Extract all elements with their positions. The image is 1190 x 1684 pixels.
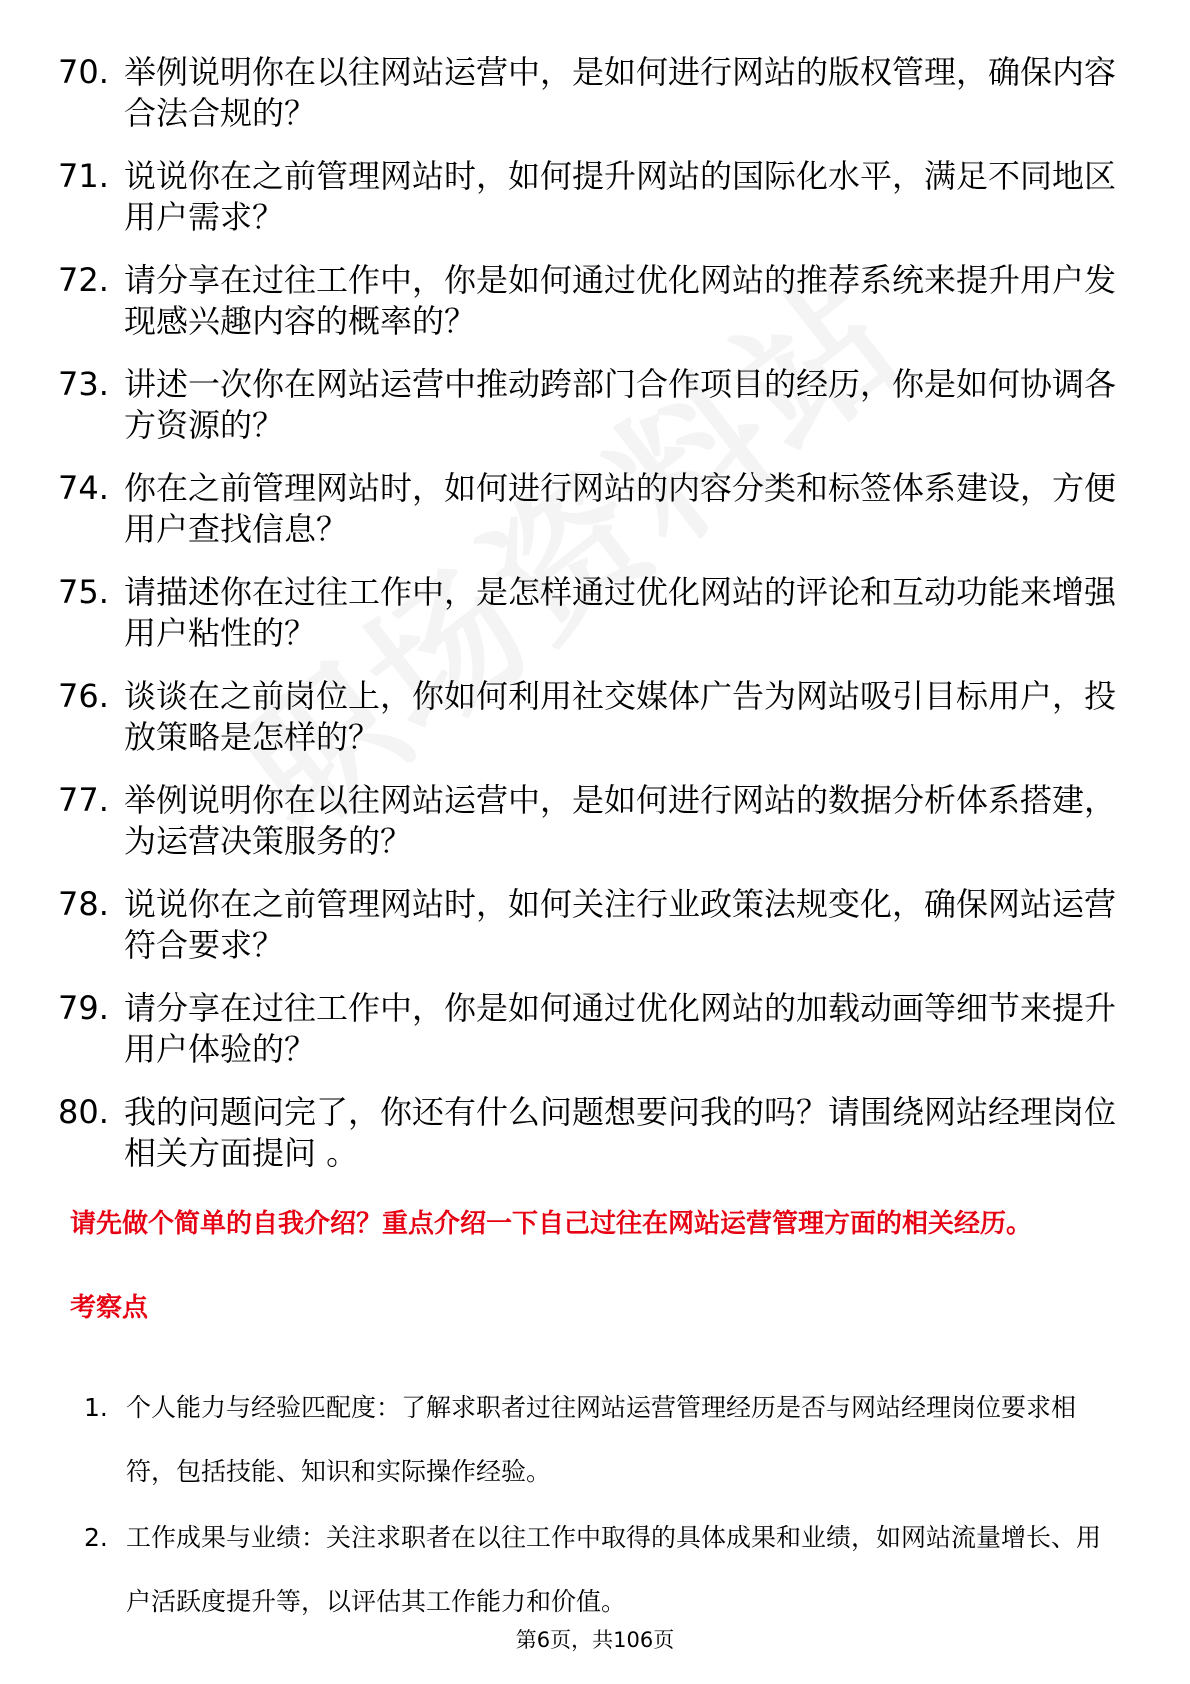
question-number: 74. [58, 469, 109, 507]
assessment-points-list [84, 1376, 1124, 1636]
question-list [58, 52, 1118, 1196]
question-number: 70. [58, 53, 109, 91]
question-item [58, 52, 1118, 134]
question-item [58, 676, 1118, 758]
question-item [58, 468, 1118, 550]
question-number: 80. [58, 1093, 109, 1131]
assessment-point [84, 1506, 1124, 1634]
question-number: 77. [58, 781, 109, 819]
question-number: 76. [58, 677, 109, 715]
question-text: 请描述你在过往工作中，是怎样通过优化网站的评论和互动功能来增强用户粘性的？ [124, 573, 1117, 652]
question-item [58, 260, 1118, 342]
question-text: 请分享在过往工作中，你是如何通过优化网站的推荐系统来提升用户发现感兴趣内容的概率的？ [124, 261, 1117, 340]
question-number: 71. [58, 157, 109, 195]
question-item [58, 884, 1118, 966]
question-number: 75. [58, 573, 109, 611]
page-footer: 第6页，共106页 [515, 1628, 675, 1652]
question-text: 请分享在过往工作中，你是如何通过优化网站的加载动画等细节来提升用户体验的？ [124, 989, 1117, 1068]
featured-question: 请先做个简单的自我介绍？重点介绍一下自己过往在网站运营管理方面的相关经历。 [70, 1209, 1033, 1239]
assessment-point [84, 1376, 1124, 1504]
question-item [58, 780, 1118, 862]
question-text: 你在之前管理网站时，如何进行网站的内容分类和标签体系建设，方便用户查找信息？ [124, 469, 1117, 548]
question-item [58, 364, 1118, 446]
question-text: 举例说明你在以往网站运营中，是如何进行网站的数据分析体系搭建，为运营决策服务的？ [124, 781, 1117, 860]
point-text: 个人能力与经验匹配度：了解求职者过往网站运营管理经历是否与网站经理岗位要求相符，包括技能、知识和实际操作经验。 [126, 1393, 1077, 1486]
point-number: 1. [84, 1393, 108, 1422]
question-item [58, 572, 1118, 654]
question-number: 72. [58, 261, 109, 299]
point-number: 2. [84, 1523, 108, 1552]
question-text: 举例说明你在以往网站运营中，是如何进行网站的版权管理，确保内容合法合规的？ [124, 53, 1117, 132]
question-text: 谈谈在之前岗位上，你如何利用社交媒体广告为网站吸引目标用户，投放策略是怎样的？ [124, 677, 1117, 756]
question-item [58, 156, 1118, 238]
section-label: 考察点 [70, 1293, 149, 1323]
question-item [58, 1092, 1118, 1174]
question-number: 78. [58, 885, 109, 923]
question-item [58, 988, 1118, 1070]
question-number: 79. [58, 989, 109, 1027]
question-number: 73. [58, 365, 109, 403]
point-text: 工作成果与业绩：关注求职者在以往工作中取得的具体成果和业绩，如网站流量增长、用户活跃度提升等，以评估其工作能力和价值。 [126, 1523, 1102, 1616]
question-text: 讲述一次你在网站运营中推动跨部门合作项目的经历，你是如何协调各方资源的？ [124, 365, 1117, 444]
question-text: 我的问题问完了，你还有什么问题想要问我的吗？请围绕网站经理岗位相关方面提问 。 [124, 1093, 1117, 1172]
question-text: 说说你在之前管理网站时，如何关注行业政策法规变化，确保网站运营符合要求？ [124, 885, 1117, 964]
question-text: 说说你在之前管理网站时，如何提升网站的国际化水平，满足不同地区用户需求？ [124, 157, 1117, 236]
